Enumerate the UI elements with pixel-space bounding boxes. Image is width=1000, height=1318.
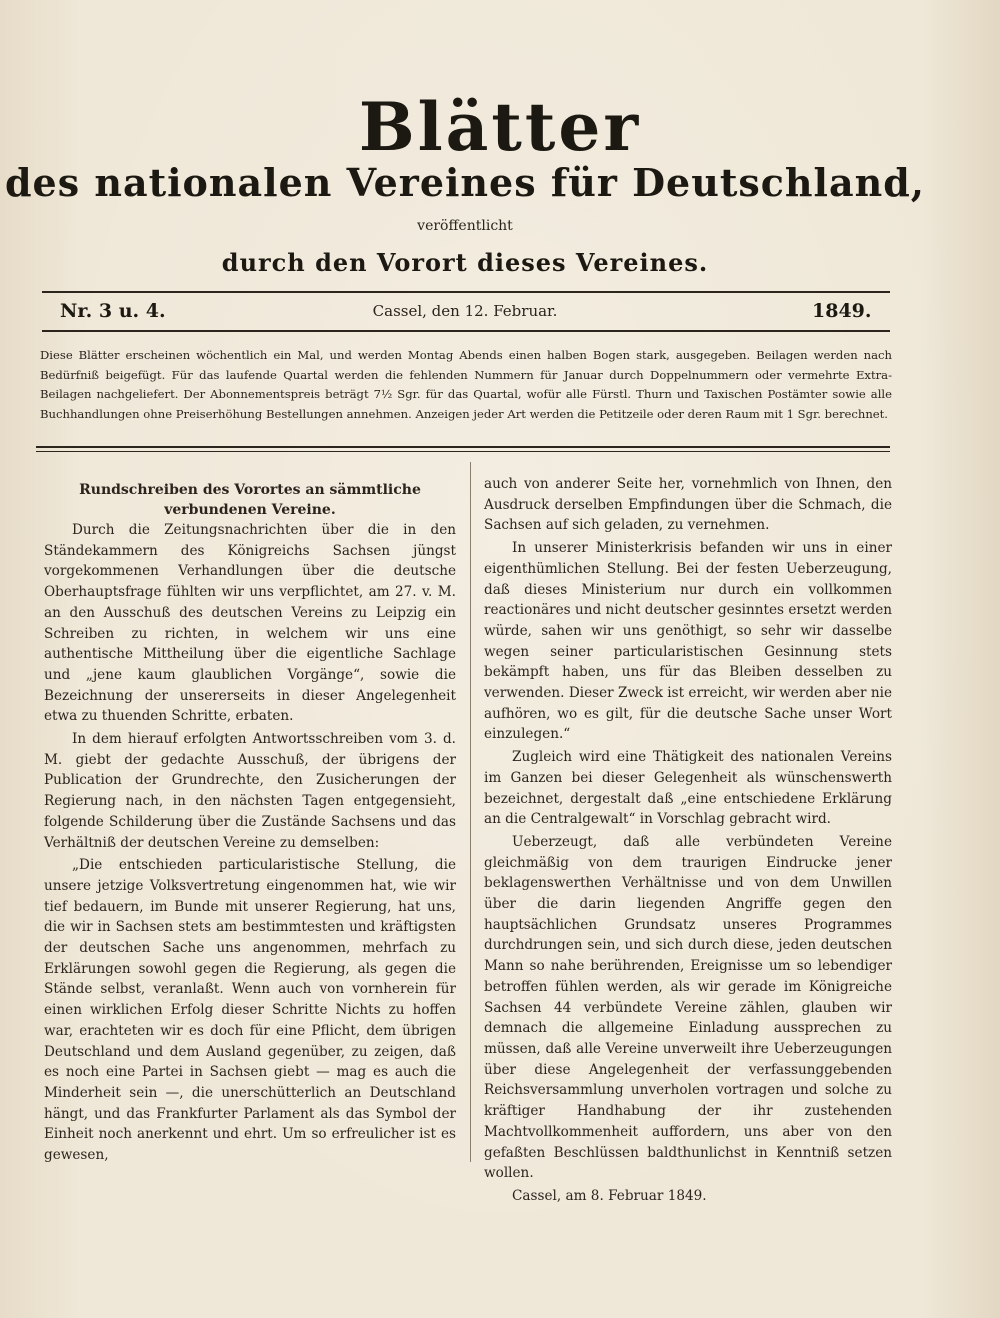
column-divider [470,462,471,1162]
subscription-notice: Diese Blätter erscheinen wöchentlich ein Mal, und werden Montag Abends einen halben Bogen stark, ausgegeben. Beilagen werden nach Bedürfniß beigefügt. Für das laufende Quartal werden die fehlenden Nummern für Januar durch Doppelnummern oder vermehrte Extra-Beilagen nachgeliefert. Der Abonnementspreis beträgt 7½ Sgr. für das Quartal, wofür alle Fürstl. Thurn und Taxischen Postämter sowie alle Buchhandlungen ohne Preiserhöhung Bestellungen annehmen. Anzeigen jeder Art werden die Petitzeile oder deren Raum mit 1 Sgr. berechnet. [40,348,892,421]
article-paragraph: Durch die Zeitungsnachrichten über die in den Ständekammern des Königreichs Sachsen jüngst vorgekommenen Verhandlungen über die deutsche Oberhauptsfrage fühlten wir uns verpflichtet, am 27. v. M. an den Ausschuß des deutschen Vereins zu Leipzig ein Schreiben zu richten, in welchem wir uns eine authentische Mittheilung über die eigentliche Sachlage und „jene kaum glaublichen Vorgänge“, sowie die Bezeichnung der unsererseits in dieser Angelegenheit etwa zu thuenden Schritte, erbaten. [44,522,456,725]
article-paragraph: In dem hierauf erfolgten Antwortsschreiben vom 3. d. M. giebt der gedachte Ausschuß, der übrigens der Publication der Grundrechte, den Zusicherungen der Regierung nach, in den nächsten Tagen entgegensieht, folgende Schilderung über die Zustände Sachsens und das Verhältniß der deutschen Vereine zu demselben: [44,731,456,851]
article-heading: Rundschreiben des Vorortes an sämmtliche verbundenen Vereine. [79,482,421,518]
masthead-title: Blätter [358,88,642,166]
masthead-published-line: veröffentlicht [417,218,513,234]
issue-place-date: Cassel, den 12. Februar. [372,302,558,320]
left-column [44,480,456,1166]
masthead-rule-top [42,291,890,293]
article-paragraph: „Die entschieden particularistische Stellung, die unsere jetzige Volksvertretung eingenommen hat, wie wir tief bedauern, im Bunde mit unserer Regierung, hat uns, die wir in Sachsen stets am bestimmtesten und kräftigsten der deutschen Sache uns angenommen, mehrfach zu Erklärungen sowohl gegen die Regierung, als gegen die Stände selbst, veranlaßt. Wenn auch von vornherein für einen wirklichen Erfolg dieser Schritte Nichts zu hoffen war, erachteten wir es doch für eine Pflicht, dem übrigen Deutschland und dem Ausland gegenüber, zu zeigen, daß es noch eine Partei in Sachsen giebt — mag es auch die Minderheit sein —, die unerschütterlich an Deutschland hängt, und das Frankfurter Parlament als das Symbol der Einheit noch anerkennt und ehrt. Um so erfreulicher ist es gewesen, [44,857,456,1164]
right-column [484,474,892,1207]
masthead-rule-mid [42,330,890,332]
article-paragraph: In unserer Ministerkrisis befanden wir uns in einer eigenthümlichen Stellung. Bei der festen Ueberzeugung, daß dieses Ministerium nur durch ein vollkommen reactionäres und nicht deutscher gesinntes ersetzt werden würde, sahen wir uns genöthigt, so sehr wir dasselbe wegen seiner particularistischen Gesinnung stets bekämpft haben, uns für das Bleiben desselben zu verwenden. Dieser Zweck ist erreicht, wir werden aber nie aufhören, wo es gilt, für die deutsche Sache unser Wort einzulegen.“ [484,540,892,743]
article-paragraph: auch von anderer Seite her, vornehmlich von Ihnen, den Ausdruck derselben Empfindungen über die Schmach, die Sachsen auf sich geladen, zu vernehmen. [484,476,892,534]
column-rule-top [36,446,890,448]
article-paragraph: Ueberzeugt, daß alle verbündeten Vereine gleichmäßig von dem traurigen Eindrucke jener beklagenswerthen Verhältnisse und von dem Unwillen über die darin liegenden Angriffe gegen den hauptsächlichen Grundsatz unseres Programmes durchdrungen sein, und sich durch diese, jeden deutschen Mann so nahe berührenden, Ereignisse um so lebendiger betroffen fühlen werden, als wir gerade im Königreiche Sachsen 44 verbündete Vereine zählen, glauben wir demnach die allgemeine Einladung aussprechen zu müssen, daß alle Vereine unverweilt ihre Ueberzeugungen über diese Angelegenheit der verfassunggebenden Reichsversammlung unverholen vortragen und solche zu kräftiger Handhabung der ihr zustehenden Machtvollkommenheit auffordern, uns aber von den gefaßten Beschlüssen baldthunlichst in Kenntniß setzen wollen. [484,833,892,1182]
masthead-publisher-line: durch den Vorort dieses Vereines. [221,248,709,277]
masthead-subtitle: des nationalen Vereines für Deutschland, [4,160,926,205]
issue-number: Nr. 3 u. 4. [60,300,166,322]
column-rule-bottom [36,451,890,452]
issue-year: 1849. [812,300,872,322]
article-signoff: Cassel, am 8. Februar 1849. [512,1187,707,1204]
article-paragraph: Zugleich wird eine Thätigkeit des nationalen Vereins im Ganzen bei dieser Gelegenheit als wünschenswerth bezeichnet, dergestalt daß „eine entschiedene Erklärung an die Centralgewalt“ in Vorschlag gebracht wird. [484,749,892,828]
